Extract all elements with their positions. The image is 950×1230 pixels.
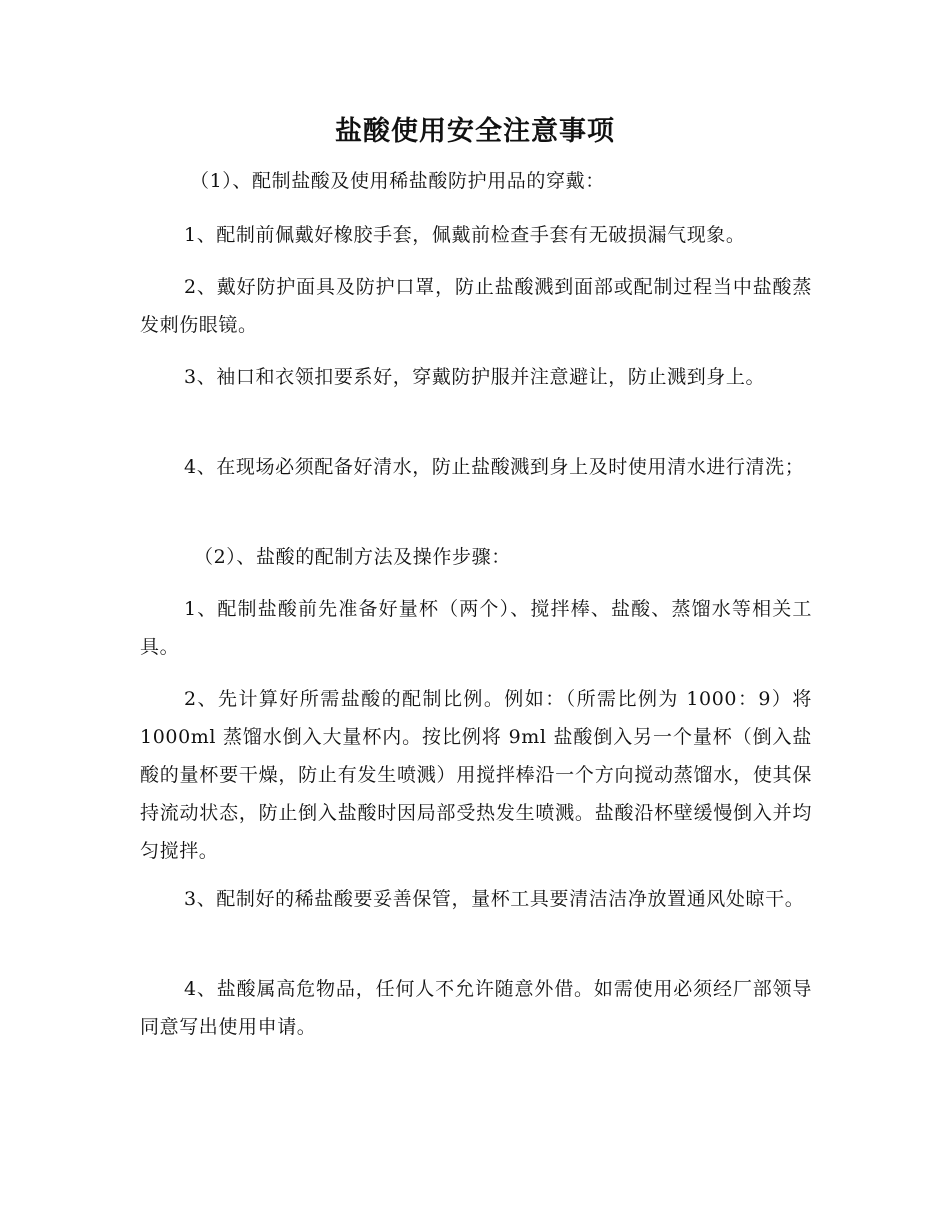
paragraph-2-1: 1、配制盐酸前先准备好量杯（两个）、搅拌棒、盐酸、蒸馏水等相关工具。 bbox=[140, 598, 812, 658]
section-heading-1: （1）、配制盐酸及使用稀盐酸防护用品的穿戴： bbox=[190, 170, 605, 192]
paragraph-1-4: 4、在现场必须配备好清水，防止盐酸溅到身上及时使用清水进行清洗； bbox=[184, 456, 805, 478]
document-title: 盐酸使用安全注意事项 bbox=[335, 116, 615, 147]
paragraph-2-3: 3、配制好的稀盐酸要妥善保管，量杯工具要清洁洁净放置通风处晾干。 bbox=[184, 888, 805, 910]
paragraph-1-2: 2、戴好防护面具及防护口罩，防止盐酸溅到面部或配制过程当中盐酸蒸发刺伤眼镜。 bbox=[140, 276, 812, 336]
paragraph-2-2: 2、先计算好所需盐酸的配制比例。例如：（所需比例为 1000：9）将 1000ml 蒸馏水倒入大量杯内。按比例将 9ml 盐酸倒入另一个量杯（倒入盐酸的量杯要干燥，防止有发生喷溅）用搅拌棒沿一个方向搅动蒸馏水，使其保持流动状态，防止倒入盐酸时因局部受热发生喷溅。盐酸沿杯壁缓慢倒入并均匀搅拌。 bbox=[140, 688, 812, 862]
paragraph-2-4: 4、盐酸属高危物品，任何人不允许随意外借。如需使用必须经厂部领导同意写出使用申请。 bbox=[140, 978, 812, 1038]
paragraph-1-1: 1、配制前佩戴好橡胶手套，佩戴前检查手套有无破损漏气现象。 bbox=[184, 224, 746, 246]
section-heading-2: （2）、盐酸的配制方法及操作步骤： bbox=[194, 546, 511, 568]
paragraph-1-3: 3、袖口和衣领扣要系好，穿戴防护服并注意避让，防止溅到身上。 bbox=[184, 366, 766, 388]
